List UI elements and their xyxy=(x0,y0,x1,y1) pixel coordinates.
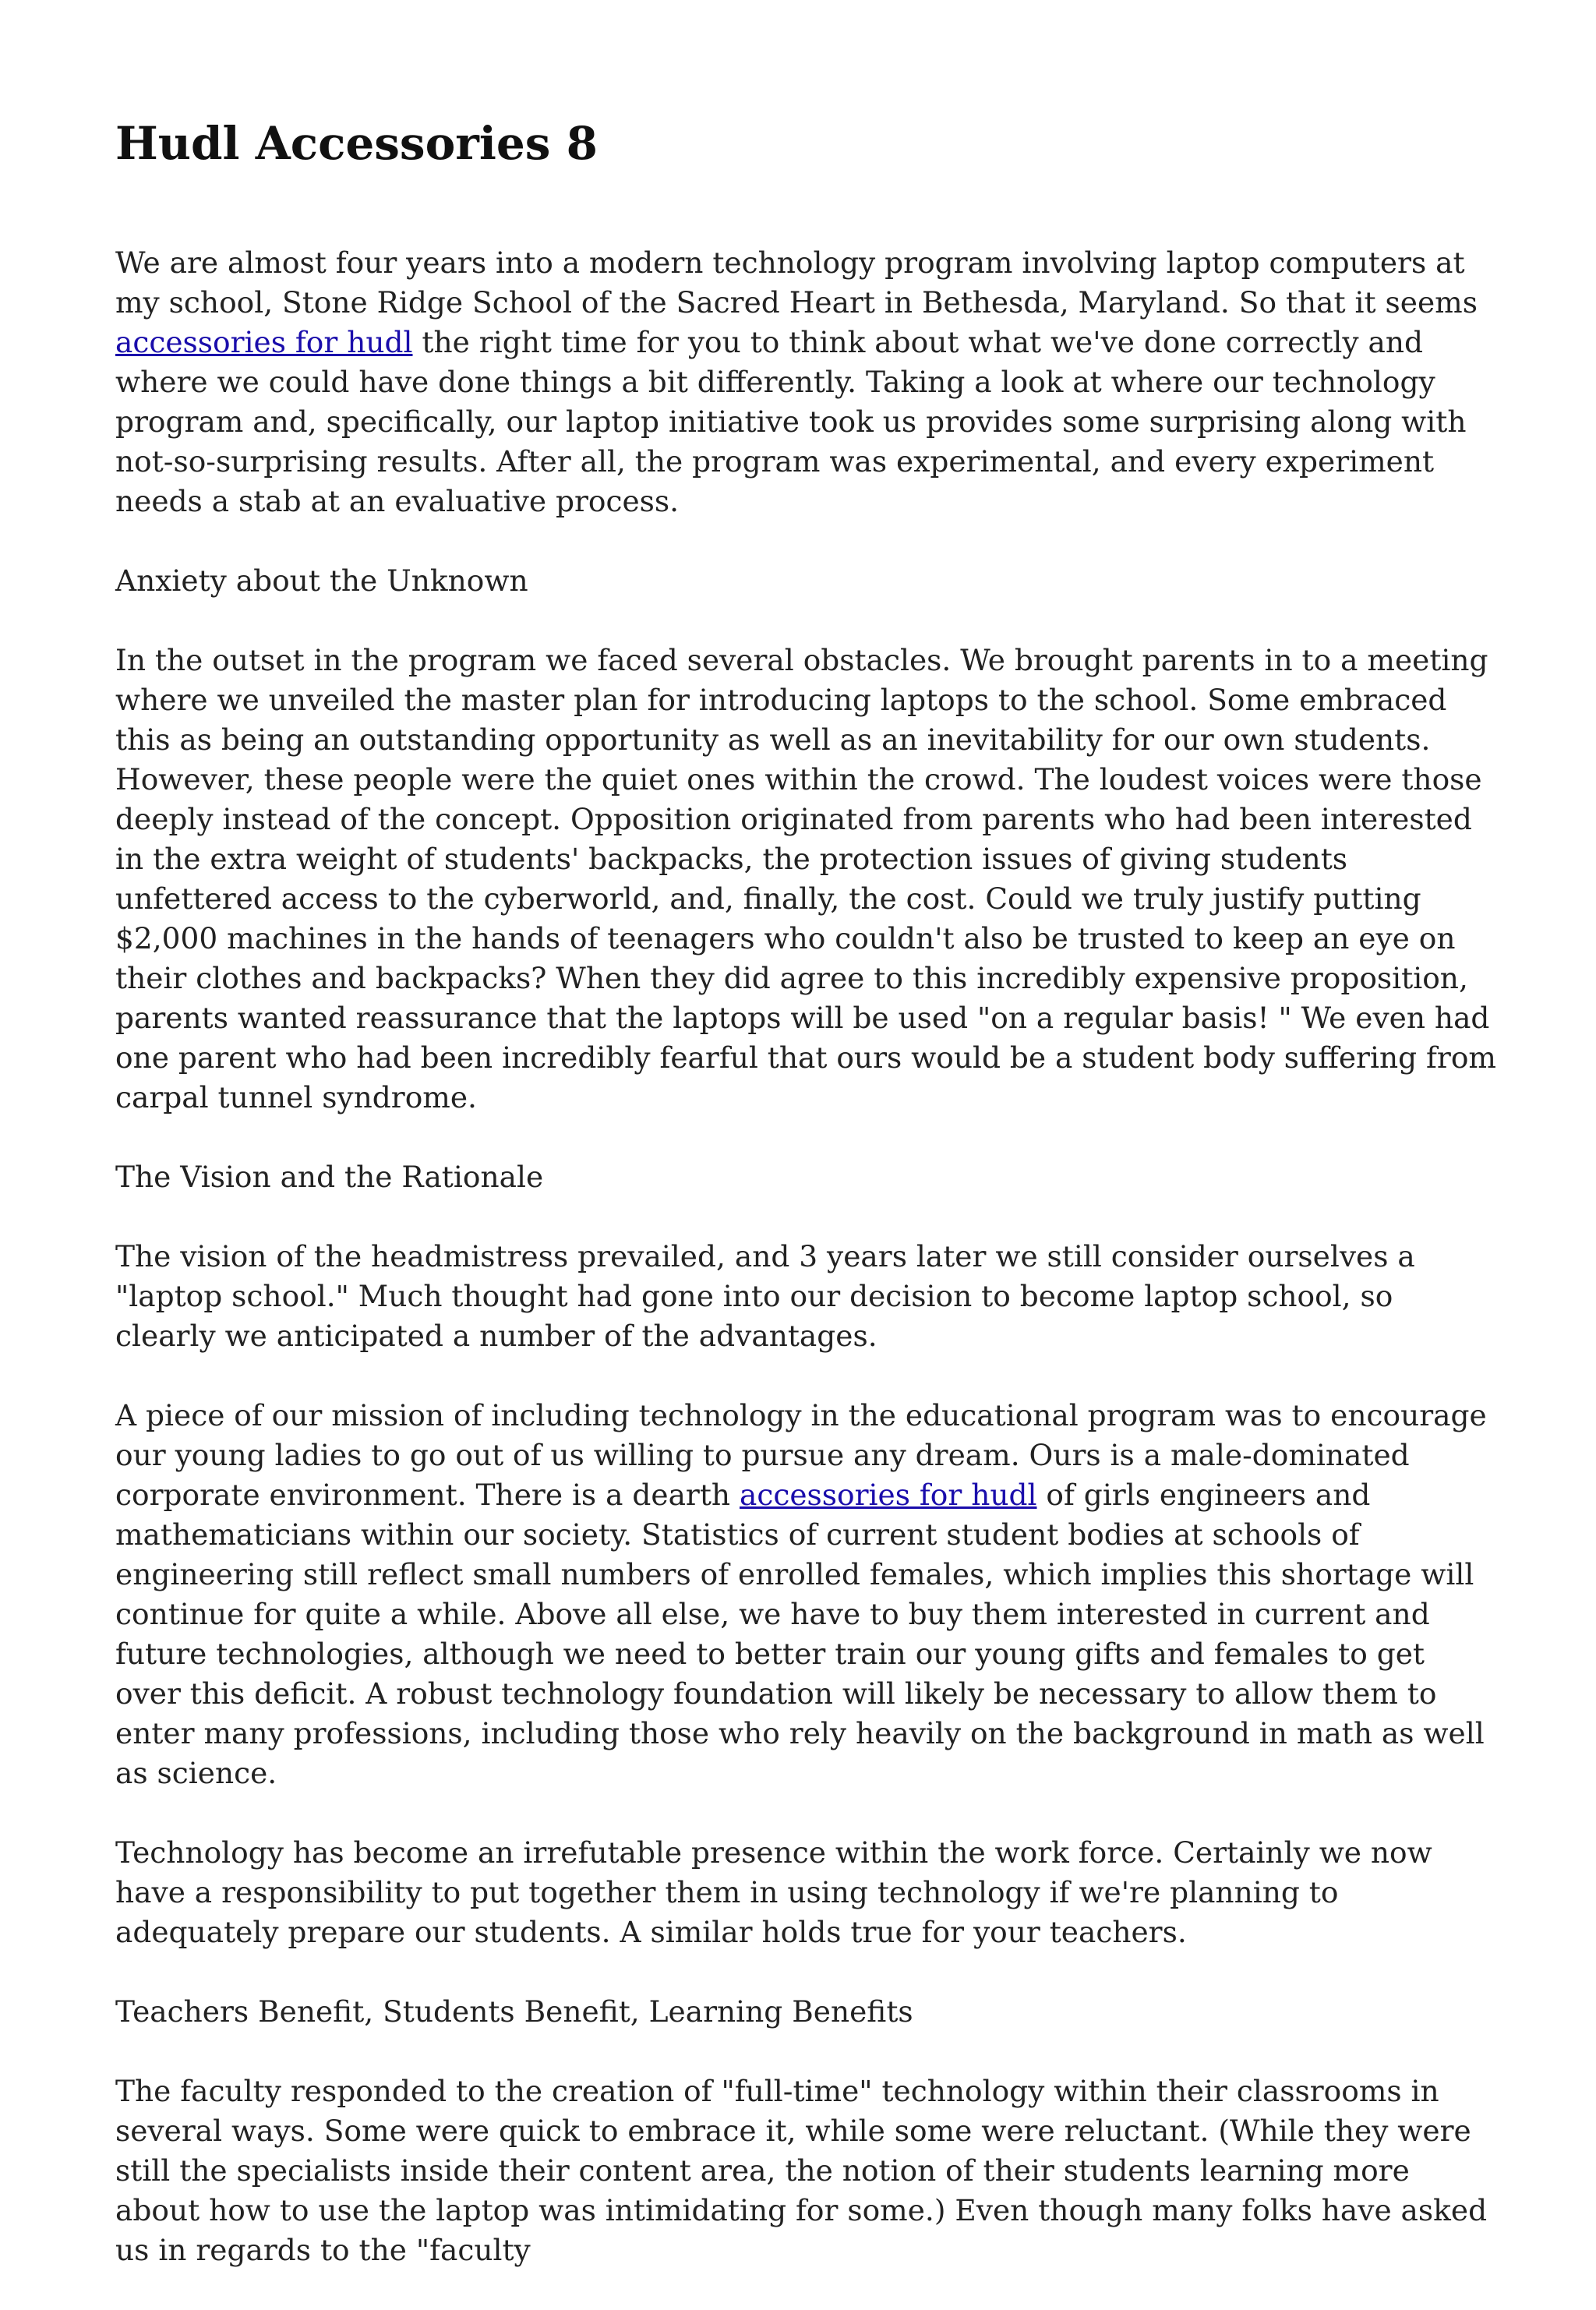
paragraph-text: the right time for you to think about what we've done correctly and where we could have done things a bit differently. Taking a look at where our technology program and, specifically, our laptop initiative took us provides some surprising along with not-so-surprising results. After all, the program was experimental, and every experiment needs a stab at an evaluative process. xyxy=(115,324,1467,518)
paragraph-mission xyxy=(115,1396,1496,1793)
accessories-for-hudl-link-2[interactable]: accessories for hudl xyxy=(740,1477,1037,1512)
paragraph-workforce: Technology has become an irrefutable presence within the work force. Certainly we now have a responsibility to put together them in using technology if we're planning to adequately prepare our students. A similar holds true for your teachers. xyxy=(115,1835,1432,1949)
paragraph-anxiety: In the outset in the program we faced several obstacles. We brought parents in to a meeting where we unveiled the master plan for introducing laptops to the school. Some embraced this as being an outstanding opportunity as well as an inevitability for our own students. However, these people were the quiet ones within the crowd. The loudest voices were those deeply instead of the concept. Opposition originated from parents who had been interested in the extra weight of students' backpacks, the protection issues of giving students unfettered access to the cyberworld, and, finally, the cost. Could we truly justify putting $2,000 machines in the hands of teenagers who couldn't also be trusted to keep an eye on their clothes and backpacks? When they did agree to this incredibly expensive proposition, parents wanted reassurance that the laptops will be used "on a regular basis! " We even had one parent who had been incredibly fearful that ours would be a student body suffering from carpal tunnel syndrome. xyxy=(115,642,1496,1114)
paragraph-text: We are almost four years into a modern technology program involving laptop computers at my school, Stone Ridge School of the Sacred Heart in Bethesda, Maryland. So that it seems xyxy=(115,245,1478,320)
paragraph-text: A piece of our mission of including technology in the educational program was to encourage our young ladies to go out of us willing to pursue any dream. Ours is a male-dominated corporate environment. There is a dearth xyxy=(115,1397,1487,1512)
section-heading-benefits: Teachers Benefit, Students Benefit, Learning Benefits xyxy=(115,1994,913,2029)
document-page xyxy=(115,117,1496,2310)
paragraph-faculty: The faculty responded to the creation of "full-time" technology within their classrooms in several ways. Some were quick to embrace it, while some were reluctant. (While they were still the specialists inside their content area, the notion of their students learning more about how to use the laptop was intimidating for some.) Even though many folks have asked us in regards to the "faculty xyxy=(115,2073,1488,2267)
section-heading-vision: The Vision and the Rationale xyxy=(115,1159,544,1194)
page-title: Hudl Accessories 8 xyxy=(115,117,598,170)
accessories-for-hudl-link[interactable]: accessories for hudl xyxy=(115,324,413,359)
paragraph-vision: The vision of the headmistress prevailed, and 3 years later we still consider ourselves a "laptop school." Much thought had gone into our decision to become laptop school, so clearly we anticipated a number of the advantages. xyxy=(115,1238,1415,1353)
paragraph-intro xyxy=(115,243,1496,521)
paragraph-text: of girls engineers and mathematicians within our society. Statistics of current student bodies at schools of engineering still reflect small numbers of enrolled females, which implies this shortage will continue for quite a while. Above all else, we have to buy them interested in current and future technologies, although we need to better train our young gifts and females to get over this deficit. A robust technology foundation will likely be necessary to allow them to enter many professions, including those who rely heavily on the background in math as well as science. xyxy=(115,1477,1485,1790)
section-heading-anxiety: Anxiety about the Unknown xyxy=(115,563,528,598)
